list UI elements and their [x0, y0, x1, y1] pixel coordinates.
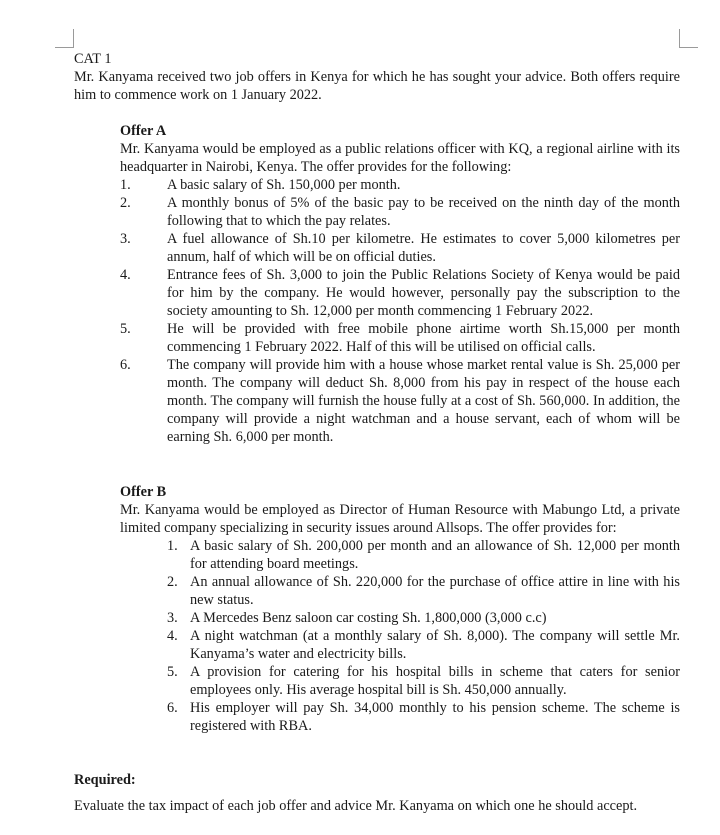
- offer-a-section: [120, 122, 680, 446]
- list-item: [167, 573, 680, 609]
- offer-a-list: [120, 176, 680, 446]
- list-item-text: The company will provide him with a house whose market rental value is Sh. 25,000 per month. The company will deduct Sh. 8,000 from his pay in respect of the house each month. The company will furnish the house fully at a cost of Sh. 560,000. In addition, the company will provide a night watchman and a house servant, each of whom will be earning Sh. 6,000 per month.: [167, 357, 680, 445]
- offer-b-list: [120, 537, 680, 735]
- list-item: [167, 609, 680, 627]
- list-item-number: 6.: [167, 700, 178, 716]
- list-item-text: A night watchman (at a monthly salary of Sh. 8,000). The company will settle Mr. Kanyama’s water and electricity bills.: [190, 628, 680, 662]
- list-item-number: 4.: [167, 628, 178, 644]
- list-item-text: A provision for catering for his hospital bills in scheme that caters for senior employees only. His average hospital bill is Sh. 450,000 annually.: [190, 664, 680, 698]
- margin-corner-top-left: [55, 29, 74, 48]
- list-item: [167, 663, 680, 699]
- list-item: [120, 356, 680, 446]
- offer-b-description: Mr. Kanyama would be employed as Director of Human Resource with Mabungo Ltd, a private limited company specializing in security issues around Allsops. The offer provides for:: [120, 502, 680, 536]
- intro-paragraph: Mr. Kanyama received two job offers in Kenya for which he has sought your advice. Both offers require him to commence work on 1 January 2022.: [74, 69, 680, 103]
- offer-b-section: [120, 483, 680, 735]
- list-item: [120, 230, 680, 266]
- list-item-text: A basic salary of Sh. 200,000 per month and an allowance of Sh. 12,000 per month for attending board meetings.: [190, 538, 680, 572]
- list-item-text: His employer will pay Sh. 34,000 monthly to his pension scheme. The scheme is registered with RBA.: [190, 700, 680, 734]
- list-item-text: He will be provided with free mobile phone airtime worth Sh.15,000 per month commencing 1 February 2022. Half of this will be utilised on official calls.: [167, 321, 680, 355]
- list-item-number: 3.: [167, 610, 178, 626]
- required-heading: Required:: [74, 772, 136, 788]
- required-text: Evaluate the tax impact of each job offer and advice Mr. Kanyama on which one he should accept.: [74, 798, 638, 814]
- list-item-text: An annual allowance of Sh. 220,000 for the purchase of office attire in line with his new status.: [190, 574, 680, 608]
- offer-a-description: Mr. Kanyama would be employed as a public relations officer with KQ, a regional airline with its headquarter in Nairobi, Kenya. The offer provides for the following:: [120, 141, 680, 175]
- list-item-number: 5.: [120, 321, 131, 337]
- list-item-number: 2.: [167, 574, 178, 590]
- list-item: [120, 176, 680, 194]
- list-item: [167, 537, 680, 573]
- offer-b-heading: Offer B: [120, 484, 167, 500]
- cat-title: CAT 1: [74, 51, 112, 67]
- list-item: [167, 699, 680, 735]
- list-item: [120, 320, 680, 356]
- list-item-text: A monthly bonus of 5% of the basic pay to be received on the ninth day of the month following that to which the pay relates.: [167, 195, 680, 229]
- list-item-number: 3.: [120, 231, 131, 247]
- list-item-number: 4.: [120, 267, 131, 283]
- list-item-number: 2.: [120, 195, 131, 211]
- list-item: [120, 266, 680, 320]
- list-item: [120, 194, 680, 230]
- list-item-number: 6.: [120, 357, 131, 373]
- list-item-text: A basic salary of Sh. 150,000 per month.: [167, 177, 401, 193]
- offer-a-heading: Offer A: [120, 123, 167, 139]
- margin-corner-top-right: [679, 29, 698, 48]
- list-item-number: 1.: [120, 177, 131, 193]
- list-item-text: A fuel allowance of Sh.10 per kilometre. He estimates to cover 5,000 kilometres per annum, half of which will be on official duties.: [167, 231, 680, 265]
- list-item: [167, 627, 680, 663]
- list-item-number: 1.: [167, 538, 178, 554]
- list-item-text: Entrance fees of Sh. 3,000 to join the Public Relations Society of Kenya would be paid for him by the company. He would however, personally pay the subscription to the society amounting to Sh. 12,000 per month commencing 1 February 2022.: [167, 267, 680, 319]
- list-item-text: A Mercedes Benz saloon car costing Sh. 1,800,000 (3,000 c.c): [190, 610, 547, 626]
- list-item-number: 5.: [167, 664, 178, 680]
